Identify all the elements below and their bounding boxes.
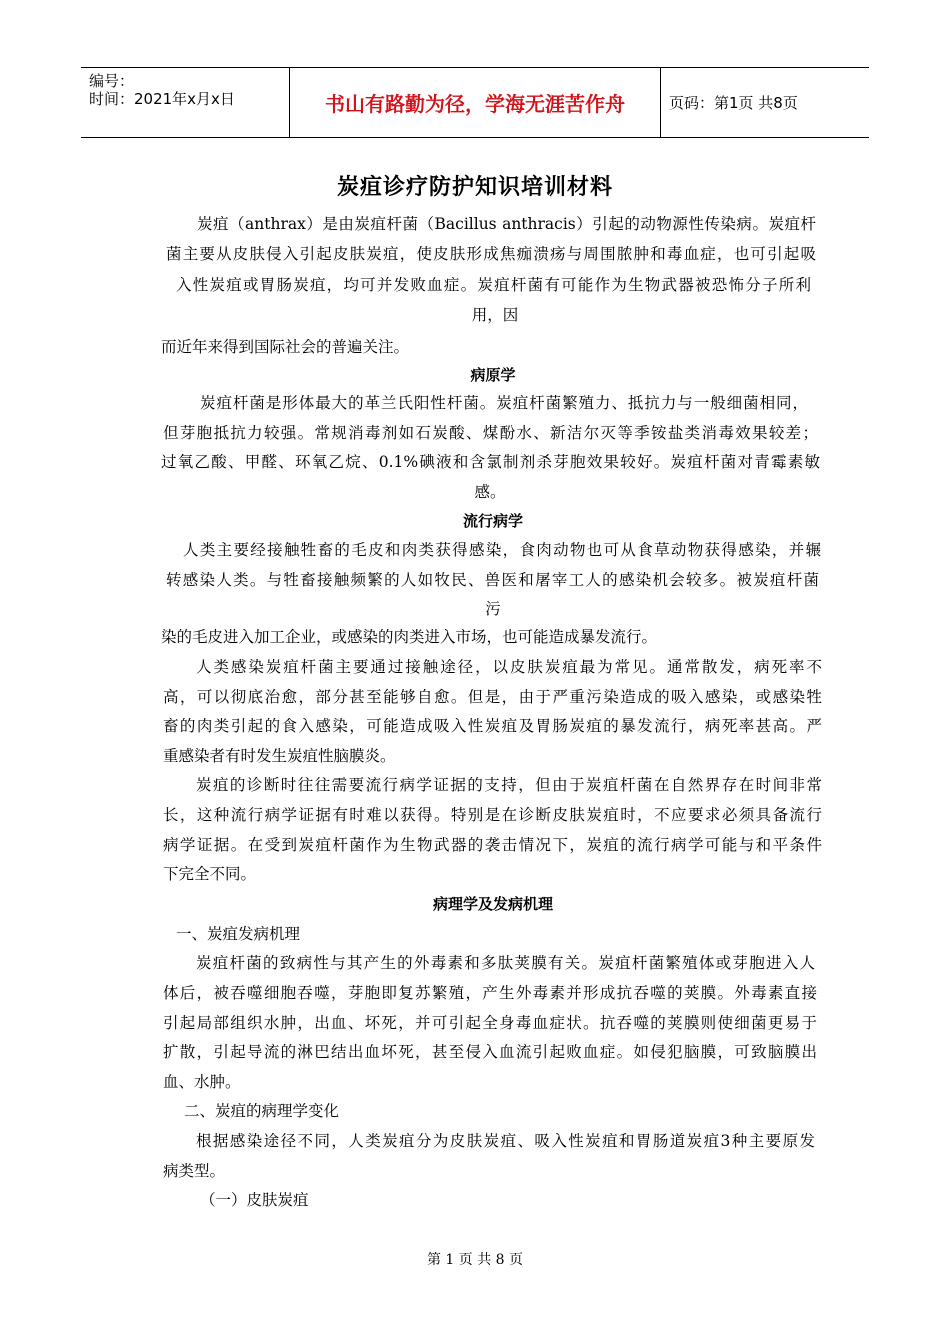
paragraph-line: 感。 xyxy=(474,483,506,501)
section-heading-epidemiology: 流行病学 xyxy=(462,512,523,530)
paragraph-line: 染的毛皮进入加工企业，或感染的肉类进入市场，也可能造成暴发流行。 xyxy=(161,628,658,646)
subheading: （一）皮肤炭疽 xyxy=(200,1191,309,1209)
paragraph-line: 引起局部组织水肿，出血、坏死，并可引起全身毒血症状。抗吞噬的荚膜则使细菌更易于 xyxy=(163,1014,817,1032)
paragraph-line: 下完全不同。 xyxy=(163,865,257,883)
paragraph-line: 而近年来得到国际社会的普遍关注。 xyxy=(161,338,410,356)
header-meta xyxy=(81,68,290,137)
number-label: 编号： xyxy=(89,72,135,90)
paragraph-line: 病学证据。在受到炭疽杆菌作为生物武器的袭击情况下，炭疽的流行病学可能与和平条件 xyxy=(163,836,822,854)
paragraph-line: 污 xyxy=(485,600,501,618)
page-footer: 第 1 页 共 8 页 xyxy=(426,1252,524,1268)
paragraph-line: 血、水肿。 xyxy=(163,1073,241,1091)
section-heading-pathology: 病理学及发病机理 xyxy=(432,895,553,913)
paragraph-line: 人类主要经接触牲畜的毛皮和肉类获得感染，食肉动物也可从食草动物获得感染，并辗 xyxy=(183,541,821,559)
paragraph-line: 但芽胞抵抗力较强。常规消毒剂如石炭酸、煤酚水、新洁尔灭等季铵盐类消毒效果较差； xyxy=(163,424,818,442)
paragraph-line: 菌主要从皮肤侵入引起皮肤炭疽，使皮肤形成焦痂溃疡与周围脓肿和毒血症，也可引起吸 xyxy=(166,245,816,263)
paragraph-line: 用，因 xyxy=(471,306,519,324)
header-table xyxy=(81,67,869,138)
paragraph-line: 炭疽的诊断时往往需要流行病学证据的支持，但由于炭疽杆菌在自然界存在时间非常 xyxy=(196,776,822,794)
paragraph-line: 高，可以彻底治愈，部分甚至能够自愈。但是，由于严重污染造成的吸入感染，或感染牲 xyxy=(163,688,822,706)
paragraph-line: 重感染者有时发生炭疽性脑膜炎。 xyxy=(163,747,396,765)
paragraph-line: 炭疽（anthrax）是由炭疽杆菌（Bacillus anthracis）引起的动物源性传染病。炭疽杆 xyxy=(197,215,816,233)
subheading: 二、炭疽的病理学变化 xyxy=(184,1102,340,1120)
date-label: 时间：2021年x月x日 xyxy=(89,90,235,108)
subheading: 一、炭疽发病机理 xyxy=(176,925,301,943)
paragraph-line: 炭疽杆菌是形体最大的革兰氏阳性杆菌。炭疽杆菌繁殖力、抵抗力与一般细菌相同， xyxy=(200,394,808,412)
section-heading-etiology: 病原学 xyxy=(470,366,516,384)
paragraph-line: 转感染人类。与牲畜接触频繁的人如牧民、兽医和屠宰工人的感染机会较多。被炭疽杆菌 xyxy=(166,571,819,589)
header-motto: 书山有路勤为径，学海无涯苦作舟 xyxy=(290,68,661,137)
paragraph-line: 炭疽杆菌的致病性与其产生的外毒素和多肽荚膜有关。炭疽杆菌繁殖体或芽胞进入人 xyxy=(196,954,815,972)
paragraph-line: 长，这种流行病学证据有时难以获得。特别是在诊断皮肤炭疽时，不应要求必须具备流行 xyxy=(163,806,822,824)
paragraph-line: 病类型。 xyxy=(163,1162,226,1180)
paragraph-line: 扩散，引起导流的淋巴结出血坏死，甚至侵入血流引起败血症。如侵犯脑膜，可致脑膜出 xyxy=(163,1043,817,1061)
paragraph-line: 体后，被吞噬细胞吞噬，芽胞即复苏繁殖，产生外毒素并形成抗吞噬的荚膜。外毒素直接 xyxy=(163,984,817,1002)
paragraph-line: 畜的肉类引起的食入感染，可能造成吸入性炭疽及胃肠炭疽的暴发流行，病死率甚高。严 xyxy=(163,717,822,735)
paragraph-line: 根据感染途径不同，人类炭疽分为皮肤炭疽、吸入性炭疽和胃肠道炭疽3种主要原发 xyxy=(196,1132,815,1150)
paragraph-line: 入性炭疽或胃肠炭疽，均可并发败血症。炭疽杆菌有可能作为生物武器被恐怖分子所利 xyxy=(176,276,811,294)
document-title: 炭疽诊疗防护知识培训材料 xyxy=(336,175,613,200)
paragraph-line: 过氧乙酸、甲醛、环氧乙烷、0.1%碘液和含氯制剂杀芽胞效果较好。炭疽杆菌对青霉素敏 xyxy=(161,453,820,471)
paragraph-line: 人类感染炭疽杆菌主要通过接触途径，以皮肤炭疽最为常见。通常散发，病死率不 xyxy=(196,658,822,676)
header-page-info: 页码：第1页 共8页 xyxy=(669,94,798,112)
